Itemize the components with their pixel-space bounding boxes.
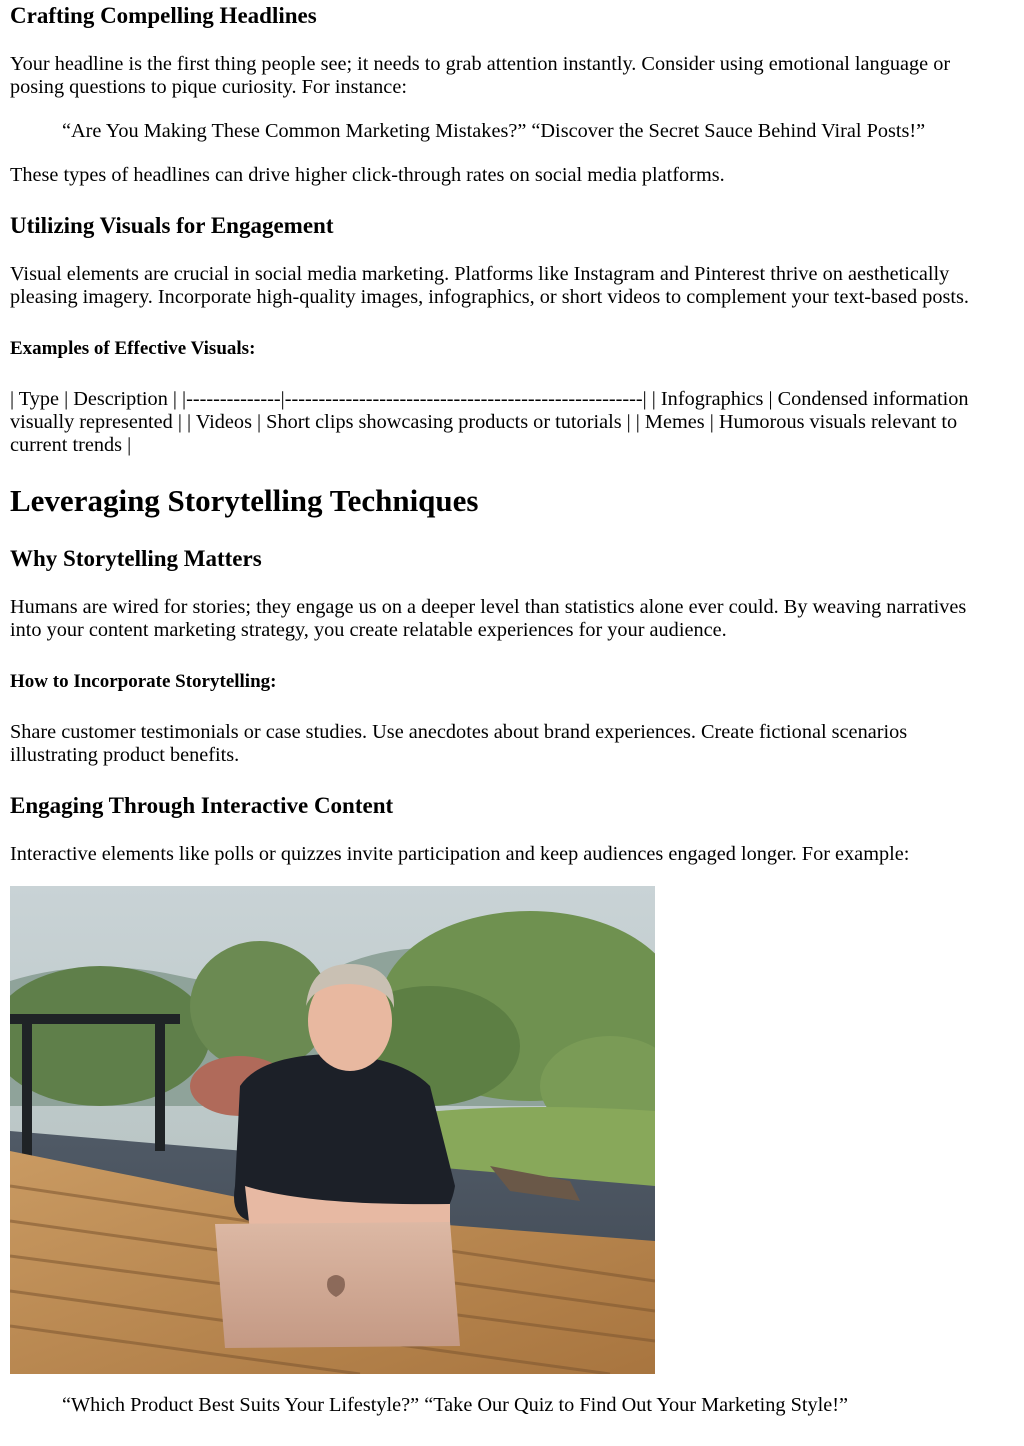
man-with-laptop-photo <box>10 886 655 1374</box>
visuals-table-text: | Type | Description | |--------------|-----------------------------------------------------| | Infographics | Condensed information visually represented | | Videos | Short clips showcasing products or tutorials | | Memes | Humorous visuals relevant to current trends | <box>10 388 969 456</box>
storytelling-heading: Leveraging Storytelling Techniques <box>10 483 479 518</box>
why-storytelling-heading: Why Storytelling Matters <box>10 546 262 571</box>
how-storytelling-body: Share customer testimonials or case studies. Use anecdotes about brand experiences. Create fictional scenarios illustrating product benefits. <box>10 721 908 766</box>
crafting-headlines-quote: “Are You Making These Common Marketing Mistakes?” “Discover the Secret Sauce Behind Viral Posts!” <box>62 120 926 142</box>
visuals-body: Visual elements are crucial in social media marketing. Platforms like Instagram and Pinterest thrive on aesthetically pleasing imagery. Incorporate high-quality images, infographics, or short videos to complement your text-based posts. <box>10 263 969 308</box>
crafting-headlines-heading: Crafting Compelling Headlines <box>10 3 317 28</box>
crafting-headlines-intro: Your headline is the first thing people see; it needs to grab attention instantly. Consider using emotional language or posing questions to pique curiosity. For instance: <box>10 53 951 98</box>
why-storytelling-body: Humans are wired for stories; they engage us on a deeper level than statistics alone ever could. By weaving narratives into your content marketing strategy, you create relatable experiences for your audience. <box>10 596 967 641</box>
how-storytelling-heading: How to Incorporate Storytelling: <box>10 671 277 692</box>
interactive-body: Interactive elements like polls or quizzes invite participation and keep audiences engaged longer. For example: <box>10 843 910 865</box>
visuals-examples-heading: Examples of Effective Visuals: <box>10 338 256 359</box>
interactive-quote: “Which Product Best Suits Your Lifestyle?” “Take Our Quiz to Find Out Your Marketing Style!” <box>62 1394 849 1416</box>
visuals-heading: Utilizing Visuals for Engagement <box>10 213 334 238</box>
interactive-heading: Engaging Through Interactive Content <box>10 793 394 818</box>
crafting-headlines-outro: These types of headlines can drive higher click-through rates on social media platforms. <box>10 164 725 186</box>
